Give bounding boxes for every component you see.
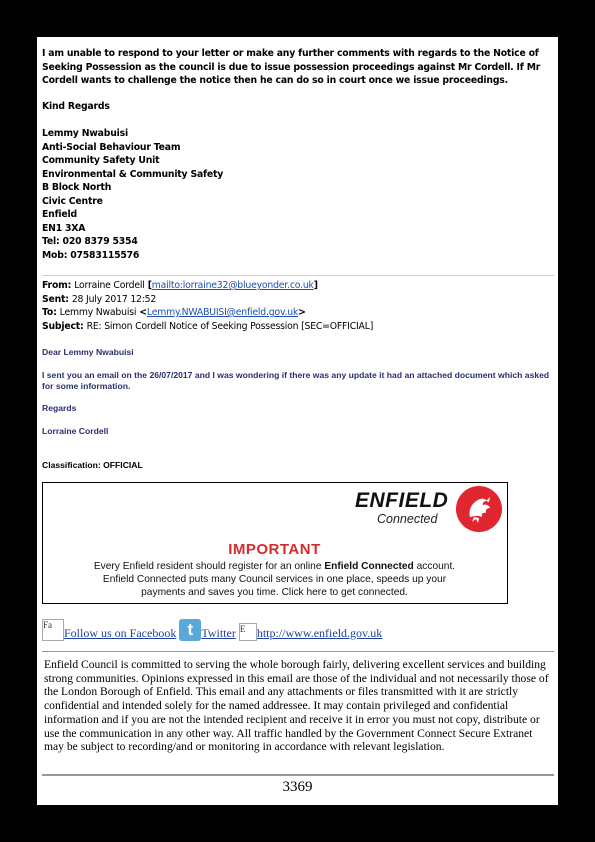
divider (42, 651, 554, 652)
original-name: Lorraine Cordell (42, 426, 109, 436)
document-page (37, 37, 558, 805)
enfield-dragon-icon (456, 486, 502, 532)
sent-line: Sent: 28 July 2017 12:52 (42, 293, 157, 305)
divider (42, 774, 554, 776)
website-link[interactable]: http://www.enfield.gov.uk (256, 626, 383, 640)
original-greeting: Dear Lemmy Nwabuisi (42, 347, 134, 357)
signature-line: Community Safety Unit (42, 155, 160, 166)
to-email-link[interactable]: Lemmy.NWABUISI@enfield.gov.uk (146, 307, 299, 318)
original-body: I sent you an email on the 26/07/2017 and I was wondering if there was any update it had an attached document which asked for some information. (42, 370, 550, 391)
signature-line: Lemmy Nwabuisi (42, 128, 128, 139)
signature-line: Civic Centre (42, 195, 103, 207)
from-mailto-link[interactable]: mailto:lorraine32@blueyonder.co.uk (151, 280, 314, 291)
reply-paragraph: I am unable to respond to your letter or make any further comments with regards to the Notice of Seeking Possession as the council is due to issue possession proceedings against Mr Cordell. If Mr Cordell wants to challenge the notice then he can do so in court once we issue proceedings. (42, 48, 541, 86)
subject-line: Subject: RE: Simon Cordell Notice of Seeking Possession [SEC=OFFICIAL] (42, 320, 374, 332)
website-icon[interactable]: E (239, 623, 257, 641)
social-links (42, 619, 382, 645)
signature-block (42, 127, 223, 262)
logo-word: ENFIELD (355, 489, 449, 512)
enfield-connected-logo (355, 490, 448, 526)
original-closing: Regards (42, 403, 77, 413)
signature-line: B Block North (42, 182, 112, 193)
facebook-link[interactable]: Follow us on Facebook (64, 626, 177, 640)
signature-line: Environmental & Community Safety (42, 168, 224, 180)
signature-line: Tel: 020 8379 5354 (42, 236, 138, 247)
page-number: 3369 (282, 779, 313, 795)
reply-closing: Kind Regards (42, 101, 110, 112)
twitter-icon[interactable]: t (179, 619, 201, 641)
enfield-connected-banner[interactable] (42, 482, 508, 604)
to-line: To: Lemmy Nwabuisi <Lemmy.NWABUISI@enfield.gov.uk> (42, 307, 306, 318)
disclaimer: Enfield Council is committed to serving the whole borough fairly, delivering excellent services and building strong communities. Opinions expressed in this email are those of the individual and not necessarily those of the London Borough of Enfield. This email and any attachments or files transmitted with it are strictly confidential and intended solely for the named addressee. It may contain privileged and confidential information and if you are not the intended recipient and receive it in error you must not copy, distribute or use the communication in any other way. All traffic handled by the Government Connect Secure Extranet may be subject to recording/and or monitoring in accordance with relevant legislation. (44, 658, 549, 754)
signature-line: EN1 3XA (42, 222, 86, 234)
banner-line-1: Every Enfield resident should register for an online Enfield Connected account. (93, 561, 456, 572)
twitter-link[interactable]: Twitter (201, 626, 236, 640)
classification: Classification: OFFICIAL (42, 460, 143, 470)
email-header (42, 279, 373, 333)
important-heading: IMPORTANT (228, 541, 321, 558)
signature-line: Mob: 07583115576 (42, 249, 140, 261)
banner-text (43, 560, 506, 599)
banner-line-3: payments and saves you time. Click here to get connected. (141, 587, 408, 598)
logo-sub: Connected (377, 512, 438, 526)
banner-line-2: Enfield Connected puts many Council services in one place, speeds up your (102, 574, 447, 585)
from-line: From: Lorraine Cordell [mailto:lorraine32@blueyonder.co.uk] (42, 280, 318, 291)
facebook-icon[interactable]: Fa (42, 619, 64, 641)
signature-line: Enfield (42, 209, 77, 220)
divider (42, 275, 554, 276)
signature-line: Anti-Social Behaviour Team (42, 141, 181, 153)
